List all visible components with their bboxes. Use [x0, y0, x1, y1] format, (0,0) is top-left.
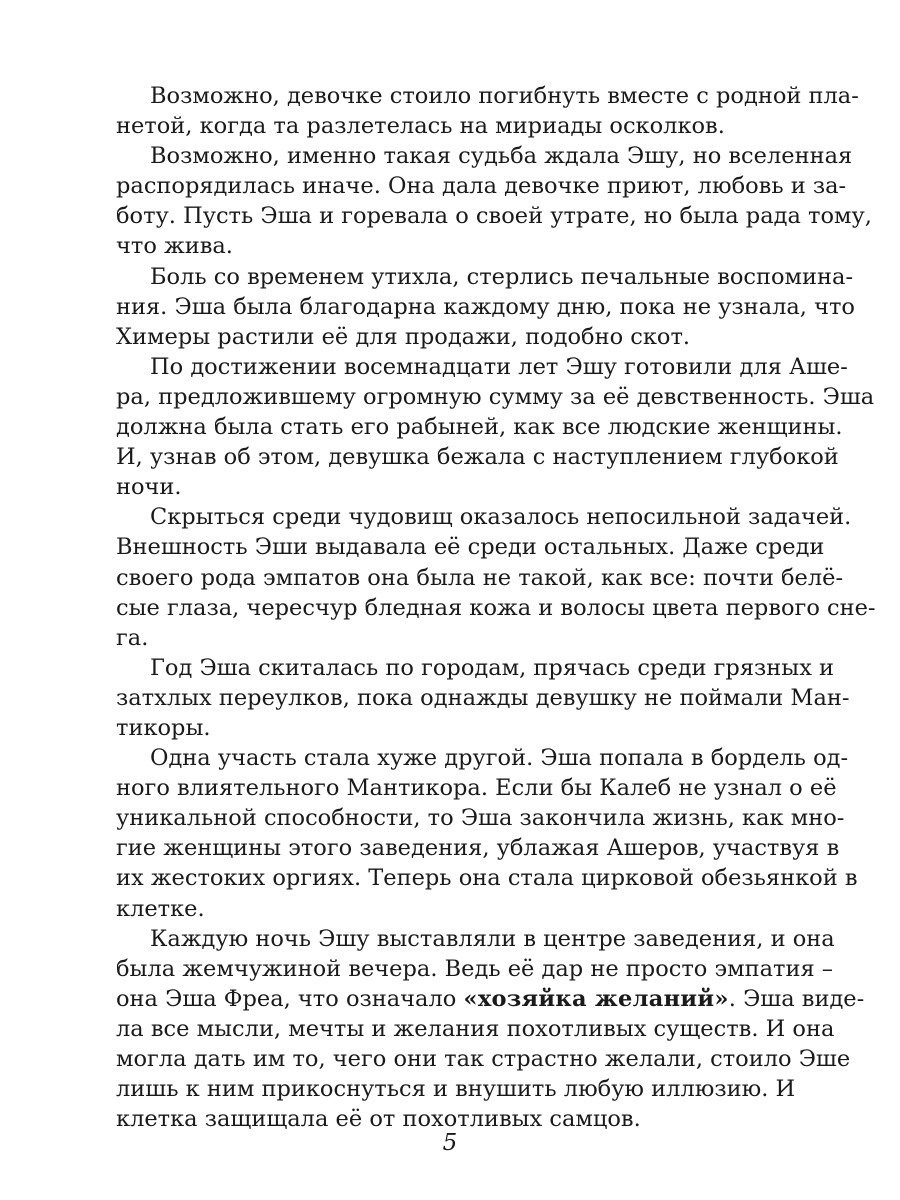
text-line-with-emphasis [116, 984, 865, 1014]
text-line: гие женщины этого заведения, ублажая Ашеров, участвуя в [116, 835, 840, 862]
text-line: Скрыться среди чудовищ оказалось непосильной задачей. [150, 504, 852, 531]
page-number: 5 [442, 1130, 458, 1156]
text-line: затхлых переулков, пока однажды девушку не поймали Ман- [116, 684, 850, 711]
text-line: ла все мысли, мечты и желания похотливых существ. И она [116, 1015, 835, 1042]
text-line: Одна участь стала хуже другой. Эша попала в бордель од- [150, 745, 849, 772]
text-line: Внешность Эши выдавала её среди остальных. Даже среди [116, 534, 825, 561]
text-line: По достижении восемнадцати лет Эшу готовили для Ашe- [150, 353, 848, 380]
text-line: Боль со временем утихла, стерлись печальные воспомина- [150, 263, 854, 290]
text-line: уникальной способности, то Эша закончила жизнь, как мно- [116, 805, 845, 832]
text-line: лишь к ним прикоснуться и внушить любую иллюзию. И [116, 1076, 796, 1103]
text-line: И, узнав об этом, девушка бежала с наступлением глубокой [116, 444, 839, 471]
text-line: боту. Пусть Эша и горевала о своей утрате, но была рада тому, [116, 203, 872, 230]
text-line: должна была стать его рабыней, как все людские женщины. [116, 414, 843, 441]
text-line: была жемчужиной вечера. Ведь её дар не просто эмпатия – [116, 955, 834, 982]
text-line: Возможно, именно такая судьба ждала Эшу, но вселенная [150, 143, 853, 170]
text-line: Каждую ночь Эшу выставляли в центре заведения, и она [150, 925, 835, 952]
text-line: их жестоких оргиях. Теперь она стала цирковой обезьянкой в [116, 865, 858, 892]
text-line: распорядилась иначе. Она дала девочке приют, любовь и за- [116, 173, 847, 200]
text-line: ния. Эша была благодарна каждому дню, пока не узнала, что [116, 293, 855, 320]
text-line: клетке. [116, 895, 205, 922]
text-line: тикоры. [116, 714, 211, 741]
text-line: клетка защищала её от похотливых самцов. [116, 1106, 641, 1133]
text-line: сые глаза, чересчур бледная кожа и волосы цвета первого сне- [116, 594, 876, 621]
text-segment: она Эша Фреа, что означало [116, 985, 464, 1012]
text-line: ночи. [116, 474, 182, 501]
text-line: своего рода эмпатов она была не такой, как все: почти белё- [116, 564, 844, 591]
emphasized-phrase: «хозяйка желаний» [463, 985, 729, 1012]
text-line: Возможно, девочке стоило погибнуть вместе с родной пла- [150, 83, 859, 109]
text-line: нетой, когда та разлетелась на мириады осколков. [116, 113, 725, 140]
text-line: ного влиятельного Мантикора. Если бы Калеб не узнал о её [116, 775, 837, 802]
body-text [116, 81, 876, 1134]
text-line: Химеры растили её для продажи, подобно скот. [116, 323, 691, 350]
text-segment: . Эша виде- [728, 985, 865, 1012]
text-line: что жива. [116, 233, 233, 260]
text-line: Год Эша скиталась по городам, прячась среди грязных и [150, 654, 835, 681]
text-line: ра, предложившему огромную сумму за её девственность. Эша [116, 383, 875, 410]
text-line: га. [116, 624, 149, 651]
text-line: могла дать им то, чего они так страстно желали, стоило Эше [116, 1046, 851, 1072]
